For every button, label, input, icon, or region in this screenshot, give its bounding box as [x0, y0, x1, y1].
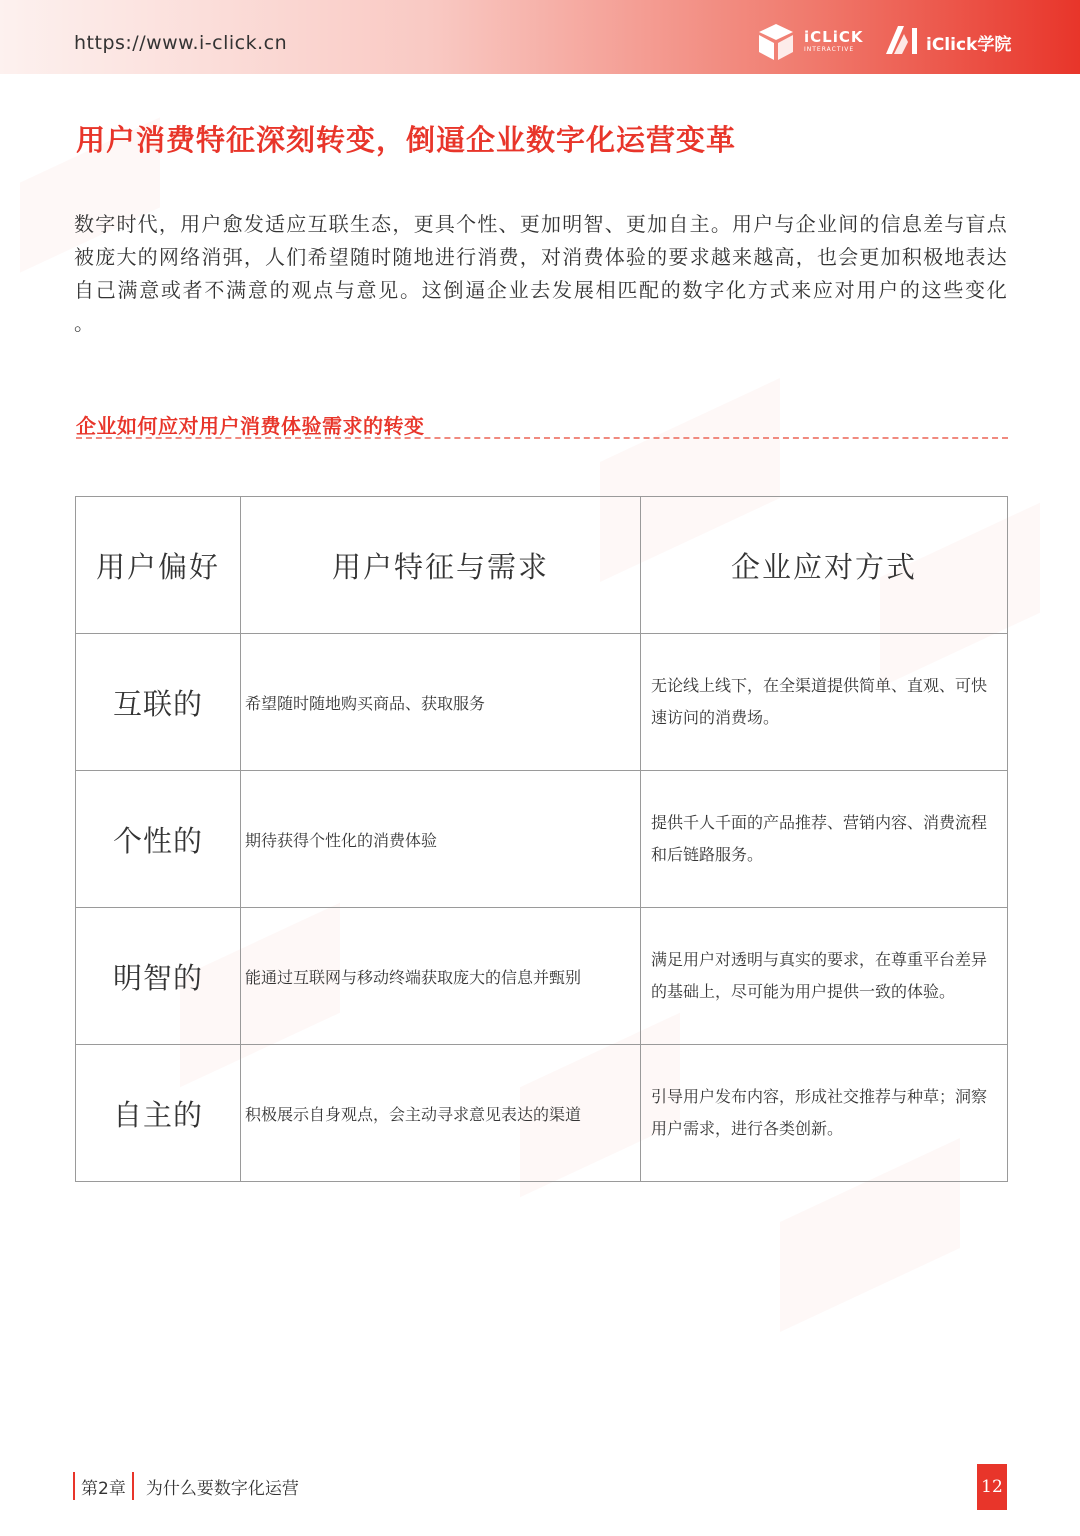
preference-cell: 明智的	[76, 908, 241, 1045]
chapter-number: 第2章	[81, 1478, 126, 1499]
page-title: 用户消费特征深刻转变，倒逼企业数字化运营变革	[76, 123, 737, 157]
need-cell: 能通过互联网与移动终端获取庞大的信息并甄别	[241, 908, 641, 1045]
table-row	[76, 634, 1008, 771]
section-divider	[76, 437, 1008, 439]
header-preference: 用户偏好	[76, 497, 241, 634]
header-band	[0, 0, 1080, 74]
table-header-row	[76, 497, 1008, 634]
iclick-logo	[756, 20, 868, 64]
response-cell: 无论线上线下，在全渠道提供简单、直观、可快速访问的消费场。	[641, 634, 1008, 771]
need-cell: 积极展示自身观点，会主动寻求意见表达的渠道	[241, 1045, 641, 1182]
need-cell: 期待获得个性化的消费体验	[241, 771, 641, 908]
need-cell: 希望随时随地购买商品、获取服务	[241, 634, 641, 771]
response-cell: 提供千人千面的产品推荐、营销内容、消费流程和后链路服务。	[641, 771, 1008, 908]
preference-cell: 自主的	[76, 1045, 241, 1182]
table-row	[76, 1045, 1008, 1182]
intro-paragraph: 数字时代，用户愈发适应互联生态，更具个性、更加明智、更加自主。用户与企业间的信息差与盲点被庞大的网络消弭，人们希望随时随地进行消费，对消费体验的要求越来越高，也会更加积极地表达自己满意或者不满意的观点与意见。这倒逼企业去发展相匹配的数字化方式来应对用户的这些变化 。	[74, 212, 1008, 335]
site-url: https://www.i-click.cn	[74, 32, 288, 54]
academy-logo-text: iClick学院	[926, 35, 1012, 55]
ai-mark-icon	[884, 24, 920, 56]
footer-chapter	[73, 1471, 299, 1501]
table-row	[76, 908, 1008, 1045]
header-response: 企业应对方式	[641, 497, 1008, 634]
chapter-title: 为什么要数字化运营	[145, 1478, 299, 1499]
cube-logo-icon	[756, 22, 796, 62]
comparison-table	[75, 496, 1008, 1182]
page-number: 12	[977, 1464, 1007, 1510]
preference-cell: 互联的	[76, 634, 241, 771]
response-cell: 满足用户对透明与真实的要求，在尊重平台差异的基础上，尽可能为用户提供一致的体验。	[641, 908, 1008, 1045]
iclick-logo-word: iCLiCK	[804, 28, 864, 46]
iclick-logo-sub: INTERACTIVE	[804, 46, 855, 53]
table-row	[76, 771, 1008, 908]
preference-cell: 个性的	[76, 771, 241, 908]
response-cell: 引导用户发布内容，形成社交推荐与种草；洞察用户需求，进行各类创新。	[641, 1045, 1008, 1182]
header-need: 用户特征与需求	[241, 497, 641, 634]
iclick-academy-logo	[884, 22, 1014, 62]
section-title: 企业如何应对用户消费体验需求的转变	[76, 414, 425, 438]
